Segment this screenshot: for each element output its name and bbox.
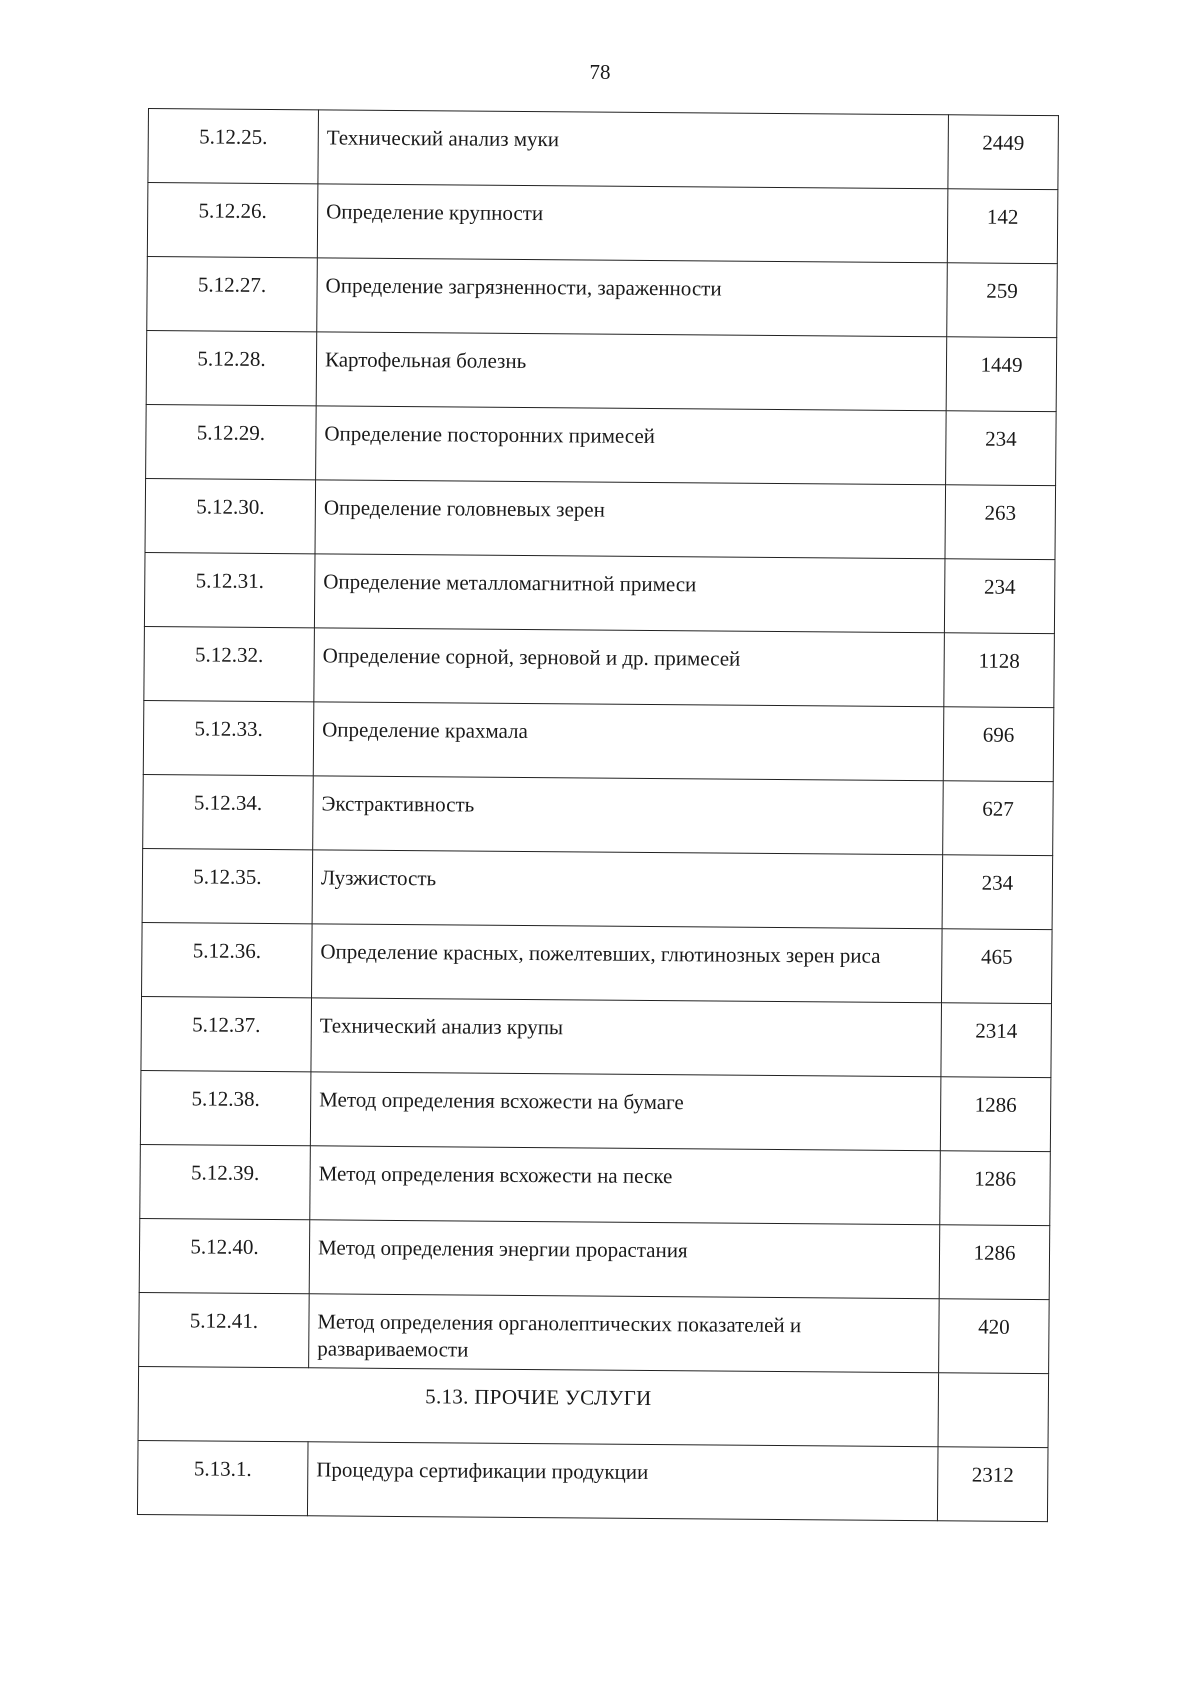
row-code: 5.12.35. <box>142 848 313 923</box>
row-price: 420 <box>939 1299 1050 1374</box>
row-name: Экстрактивность <box>313 776 944 855</box>
row-code: 5.12.25. <box>148 109 319 184</box>
row-price: 1128 <box>944 633 1055 708</box>
row-code: 5.12.40. <box>139 1218 310 1293</box>
table-row <box>144 626 1055 707</box>
table-row <box>146 330 1057 411</box>
row-name: Процедура сертификации продукции <box>307 1442 938 1521</box>
row-name: Определение головневых зерен <box>315 480 946 559</box>
section-title: 5.13. ПРОЧИЕ УСЛУГИ <box>138 1366 939 1446</box>
row-name: Определение посторонних примесей <box>316 406 947 485</box>
row-code: 5.12.37. <box>141 996 312 1071</box>
price-table <box>137 108 1059 1522</box>
table-row <box>139 1218 1050 1299</box>
row-name: Технический анализ крупы <box>311 998 942 1077</box>
row-price: 259 <box>947 263 1058 338</box>
row-price: 1286 <box>939 1225 1050 1300</box>
row-price: 234 <box>944 559 1055 634</box>
row-code: 5.12.31. <box>144 552 315 627</box>
section-price <box>938 1373 1049 1448</box>
row-name: Определение металломагнитной примеси <box>314 554 945 633</box>
table-row <box>146 404 1057 485</box>
row-name: Технический анализ муки <box>318 110 949 189</box>
table-row <box>142 922 1053 1003</box>
row-code: 5.12.28. <box>146 330 317 405</box>
row-price: 142 <box>947 189 1058 264</box>
row-price: 1286 <box>940 1077 1051 1152</box>
row-name: Определение загрязненности, зараженности <box>317 258 948 337</box>
table-row <box>137 1440 1048 1521</box>
row-name: Определение красных, пожелтевших, глютинозных зерен риса <box>312 924 943 1003</box>
table-row <box>140 1144 1051 1225</box>
row-code: 5.12.34. <box>143 774 314 849</box>
row-name: Лузжистость <box>312 850 943 929</box>
row-price: 1449 <box>946 337 1057 412</box>
row-code: 5.12.32. <box>144 626 315 701</box>
table-row <box>143 774 1054 855</box>
row-code: 5.12.38. <box>140 1070 311 1145</box>
row-code: 5.12.39. <box>140 1144 311 1219</box>
table-row <box>144 552 1055 633</box>
row-name: Метод определения органолептических показателей и развариваемости <box>309 1294 940 1373</box>
row-price: 1286 <box>940 1151 1051 1226</box>
row-name: Метод определения всхожести на бумаге <box>310 1072 941 1151</box>
table-body <box>137 109 1058 1522</box>
row-price: 2312 <box>937 1447 1048 1522</box>
table-row <box>147 183 1058 264</box>
row-price: 234 <box>942 855 1053 930</box>
row-price: 627 <box>943 781 1054 856</box>
table-row <box>145 478 1056 559</box>
row-price: 2314 <box>941 1003 1052 1078</box>
row-code: 5.12.33. <box>143 700 314 775</box>
table-row <box>147 256 1058 337</box>
table-row <box>142 848 1053 929</box>
row-name: Определение крупности <box>317 184 948 263</box>
row-price: 263 <box>945 485 1056 560</box>
row-name: Метод определения энергии прорастания <box>309 1220 940 1299</box>
row-code: 5.13.1. <box>137 1440 308 1515</box>
row-code: 5.12.27. <box>147 256 318 331</box>
row-price: 465 <box>941 929 1052 1004</box>
row-price: 234 <box>946 411 1057 486</box>
section-row <box>138 1366 1049 1447</box>
row-price: 696 <box>943 707 1054 782</box>
table-row <box>148 109 1059 190</box>
row-code: 5.12.36. <box>142 922 313 997</box>
row-price: 2449 <box>948 115 1059 190</box>
table-row <box>143 700 1054 781</box>
row-code: 5.12.26. <box>147 183 318 258</box>
row-name: Определение сорной, зерновой и др. примесей <box>314 628 945 707</box>
row-code: 5.12.29. <box>146 404 317 479</box>
row-code: 5.12.30. <box>145 478 316 553</box>
row-name: Картофельная болезнь <box>316 332 947 411</box>
page-number: 78 <box>589 60 611 84</box>
row-name: Определение крахмала <box>313 702 944 781</box>
table-row <box>141 996 1052 1077</box>
row-name: Метод определения всхожести на песке <box>310 1146 941 1225</box>
table-row <box>140 1070 1051 1151</box>
row-code: 5.12.41. <box>139 1292 310 1367</box>
table-row <box>139 1292 1050 1373</box>
